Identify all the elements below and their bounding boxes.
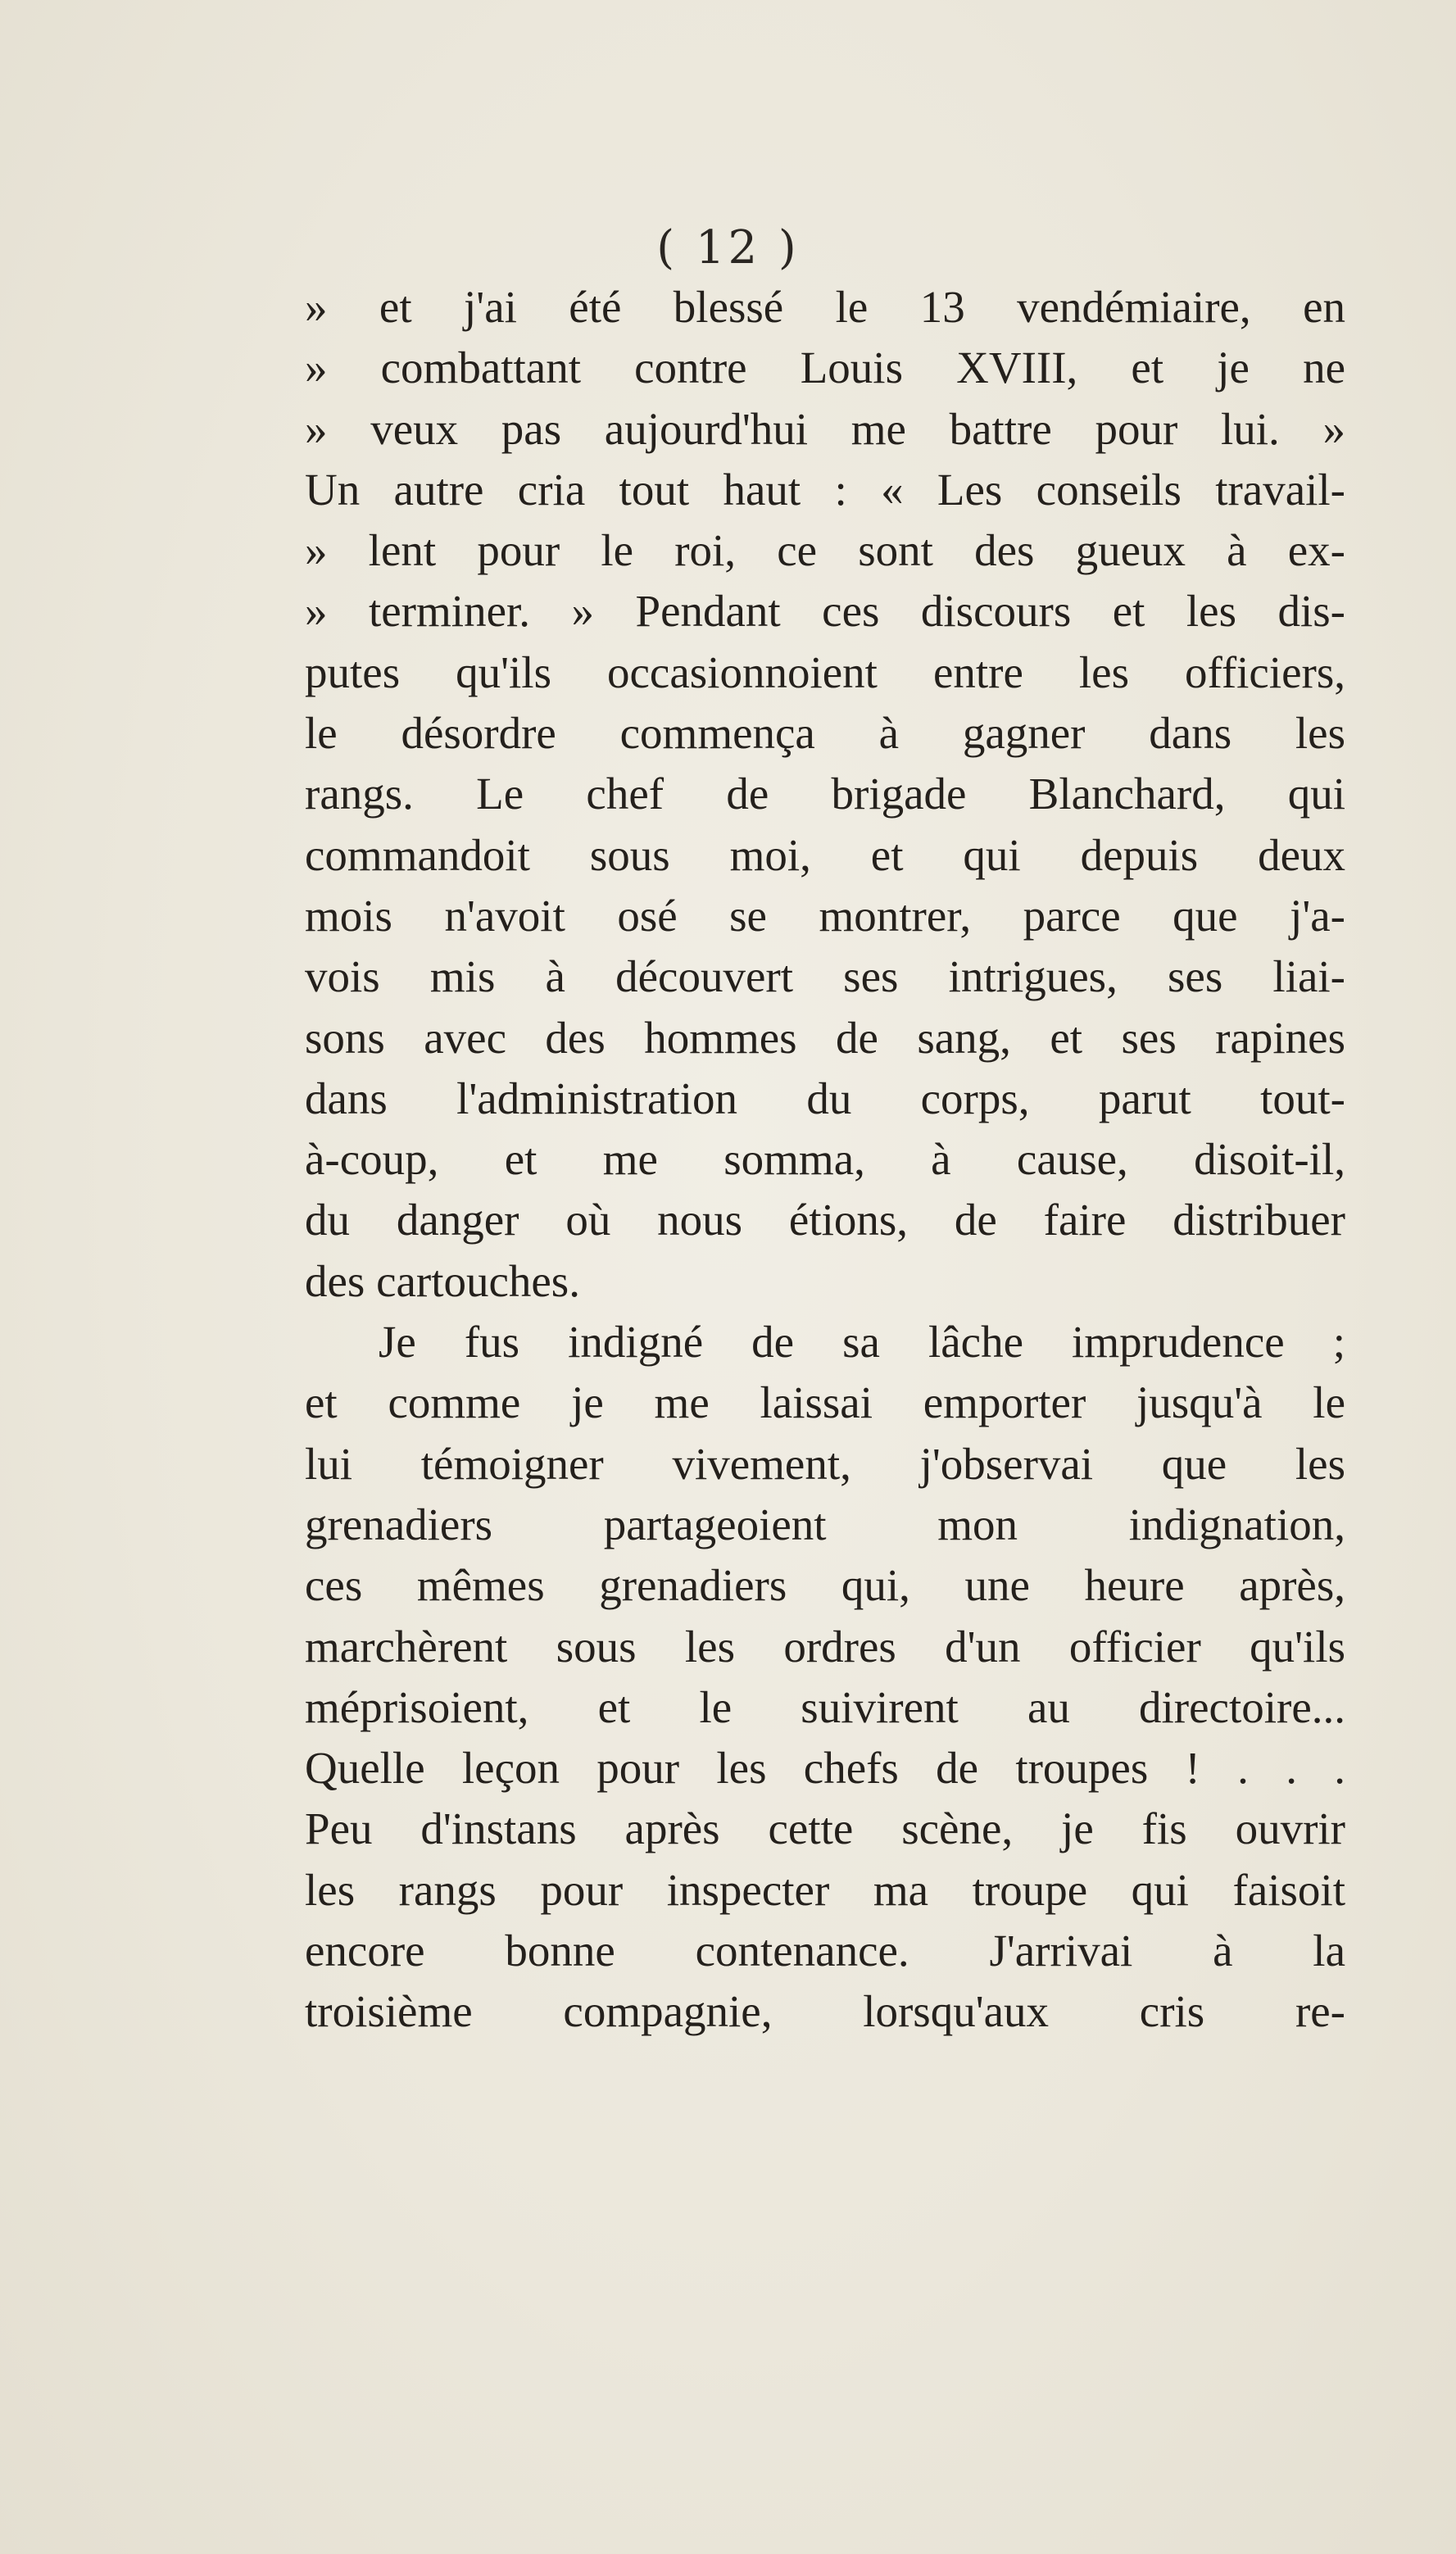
text-line: à-coup, et me somma, à cause, disoit-il, [305,1134,1345,1185]
text-line: rangs. Le chef de brigade Blanchard, qui [305,769,1345,819]
text-line: » combattant contre Louis XVIII, et je ne [305,342,1345,393]
paragraph-start-line: Je fus indigné de sa lâche imprudence ; [379,1317,1345,1368]
text-line: » et j'ai été blessé le 13 vendémiaire, en [305,282,1345,332]
text-line: » lent pour le roi, ce sont des gueux à ex- [305,525,1345,576]
body-text [305,277,1345,2043]
text-line: Quelle leçon pour les chefs de troupes ! . . . [305,1743,1345,1794]
text-line: » veux pas aujourd'hui me battre pour lui. » [305,403,1345,454]
text-line: du danger où nous étions, de faire distribuer [305,1195,1345,1245]
text-line: sons avec des hommes de sang, et ses rapines [305,1012,1345,1063]
page-number: ( 12 ) [656,221,800,274]
paragraph-end-line: des cartouches. [305,1255,580,1306]
text-line: » terminer. » Pendant ces discours et les dis- [305,586,1345,637]
text-line: vois mis à découvert ses intrigues, ses liai- [305,951,1345,1002]
text-line: ces mêmes grenadiers qui, une heure après, [305,1560,1345,1611]
text-line: dans l'administration du corps, parut tout- [305,1073,1345,1123]
text-line: encore bonne contenance. J'arrivai à la [305,1926,1345,1976]
text-line: le désordre commença à gagner dans les [305,708,1345,759]
text-line: lui témoigner vivement, j'observai que les [305,1438,1345,1489]
text-line: Un autre cria tout haut : « Les conseils travail- [305,464,1345,515]
text-line: mois n'avoit osé se montrer, parce que j'a- [305,890,1345,941]
text-line: et comme je me laissai emporter jusqu'à le [305,1377,1345,1428]
text-line: Peu d'instans après cette scène, je fis ouvrir [305,1803,1345,1854]
text-line: commandoit sous moi, et qui depuis deux [305,829,1345,880]
text-line: les rangs pour inspecter ma troupe qui faisoit [305,1864,1345,1915]
text-line: troisième compagnie, lorsqu'aux cris re- [305,1986,1345,2037]
text-line: méprisoient, et le suivirent au directoire... [305,1681,1345,1732]
text-line: marchèrent sous les ordres d'un officier qu'ils [305,1621,1345,1672]
text-line: putes qu'ils occasionnoient entre les officiers, [305,646,1345,697]
text-line: grenadiers partageoient mon indignation, [305,1499,1345,1549]
